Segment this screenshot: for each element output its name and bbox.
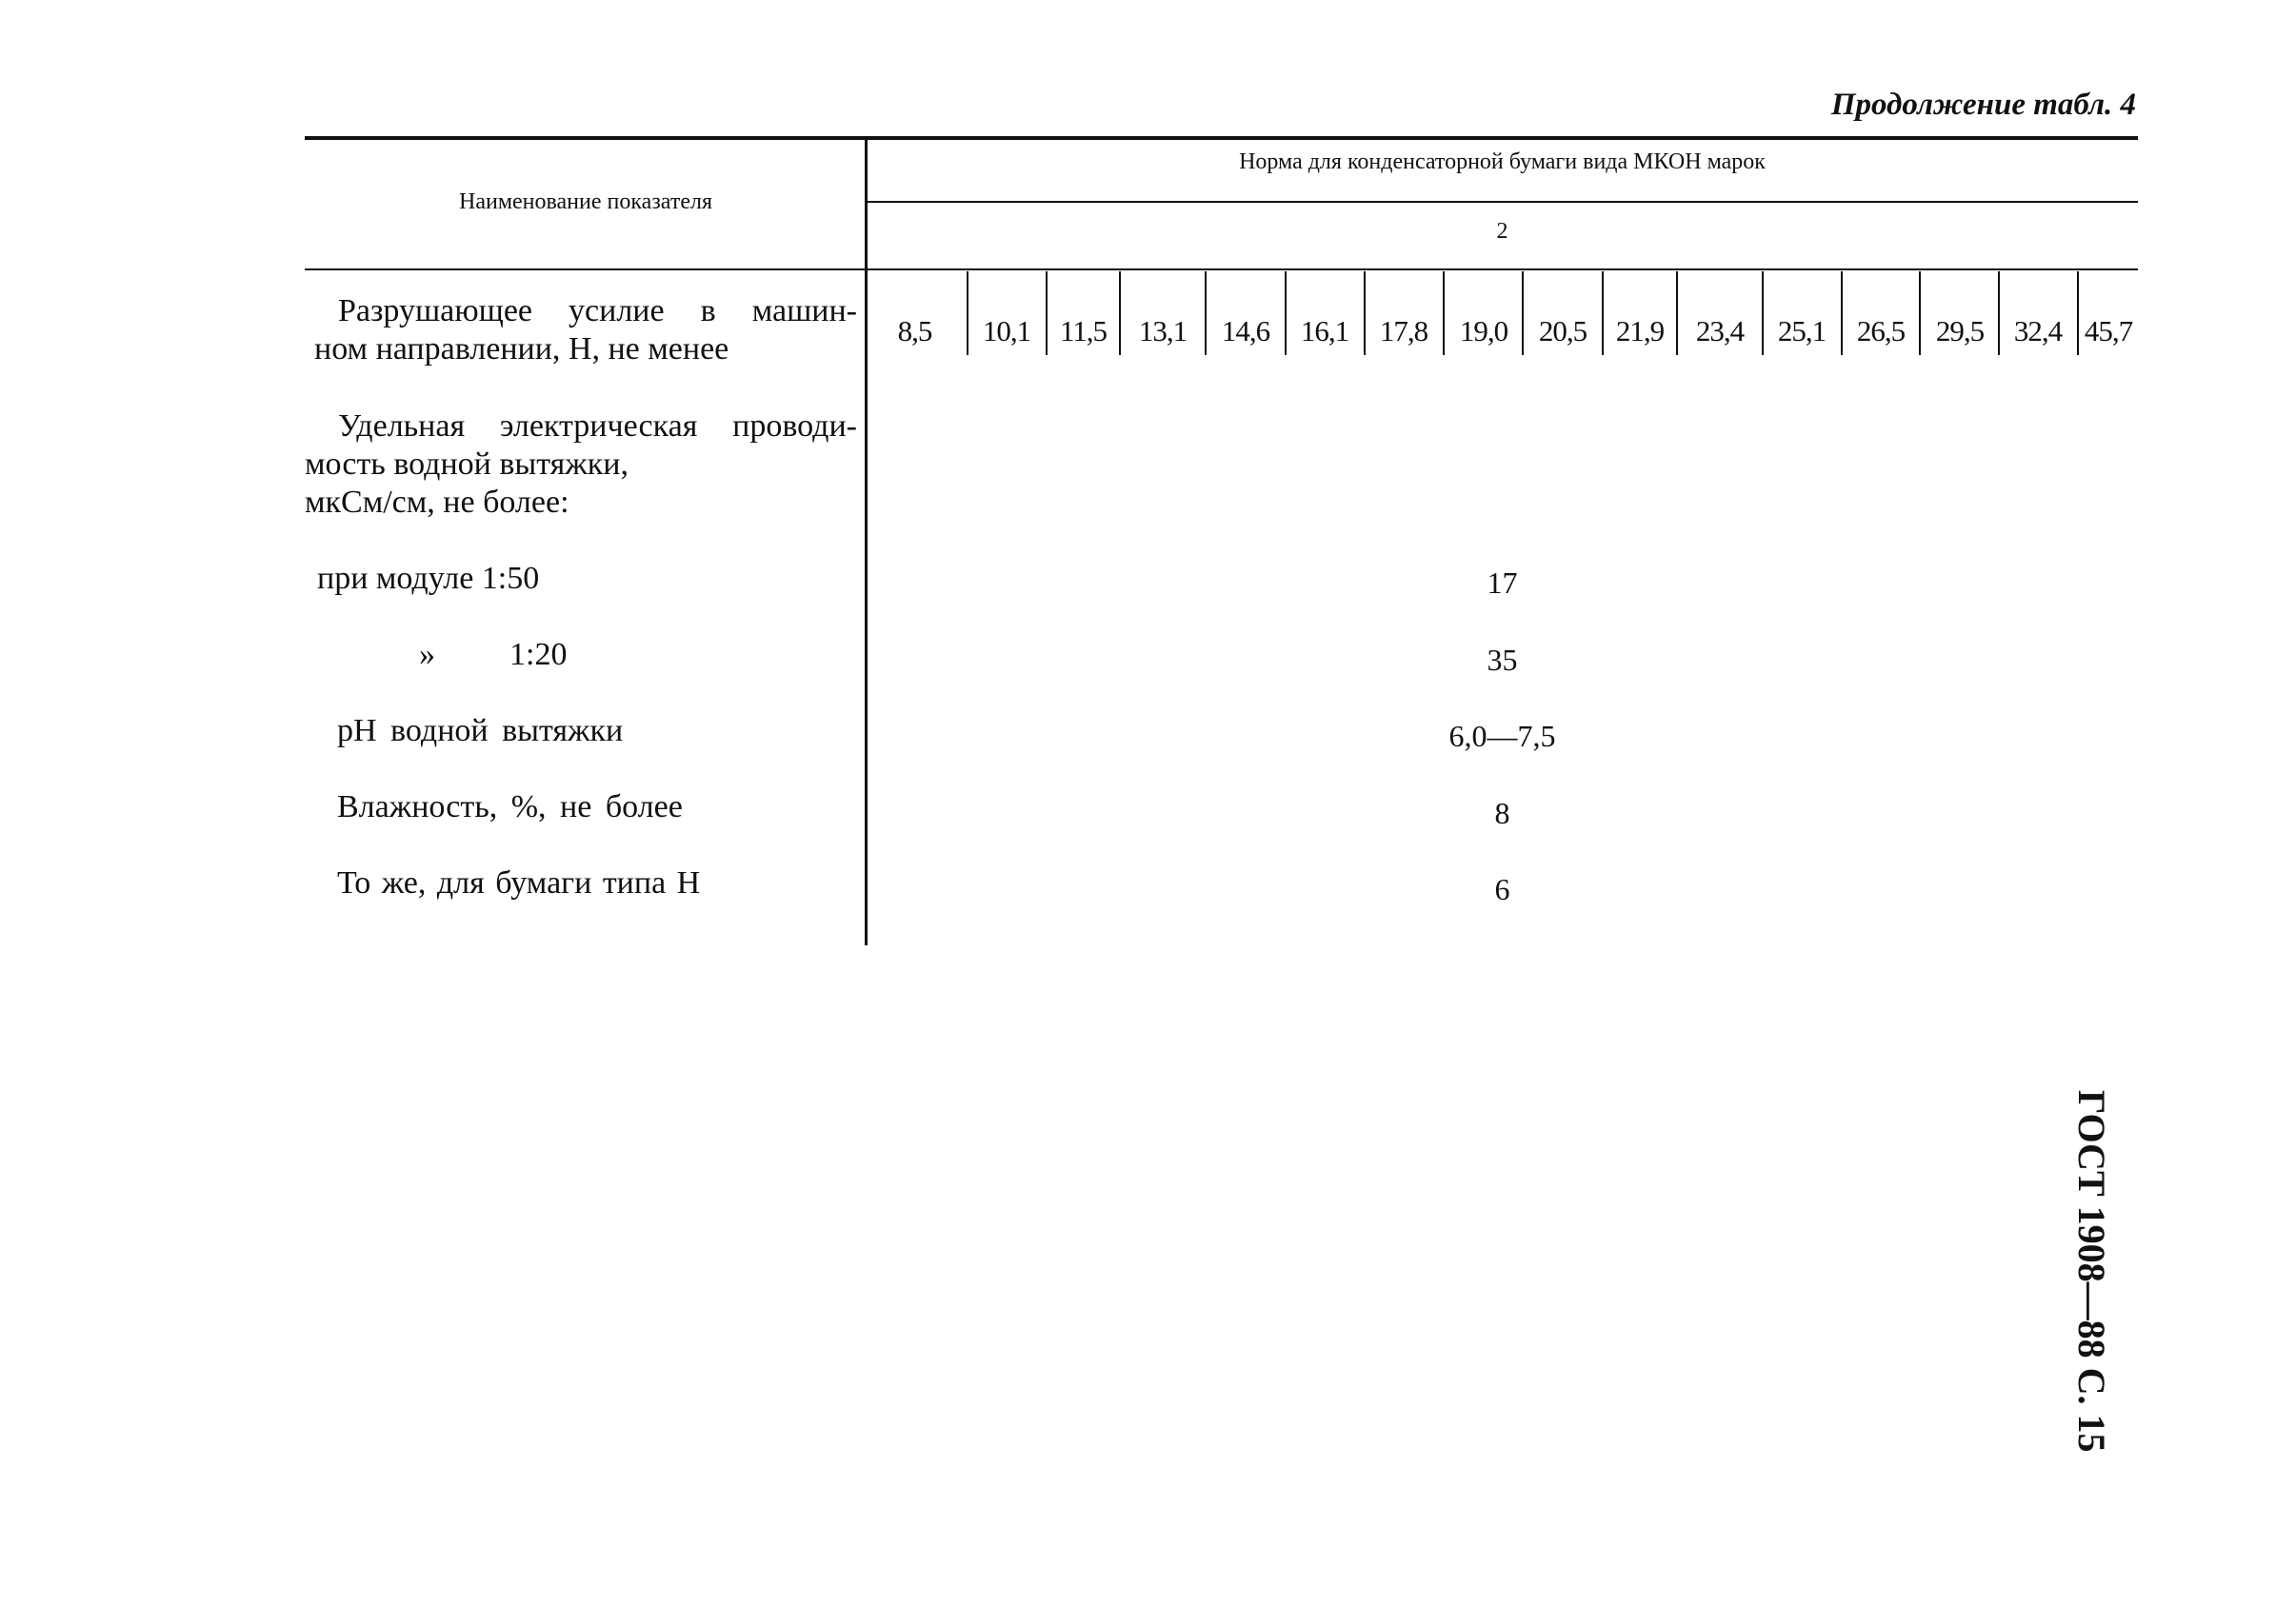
humidity-value: 8 (1494, 796, 1510, 830)
humidity-h-value: 6 (1494, 872, 1510, 906)
conductivity-label-line-2: мость водной вытяжки, (305, 446, 629, 482)
ph-value: 6,0—7,5 (1448, 719, 1556, 753)
breaking-force-label-line-1: Разрушающее усилие в машин- (338, 293, 857, 328)
table-cell-value: 29,5 (1935, 314, 1985, 347)
table-continuation-caption: Продолжение табл. 4 (1830, 88, 2136, 122)
table-cell-value: 11,5 (1059, 314, 1108, 347)
standard-page-number: ГОСТ 1908—88 С. 15 (2070, 1090, 2113, 1453)
humidity-label: Влажность, %, не более (337, 789, 683, 824)
table-cell-value: 45,7 (2084, 314, 2133, 347)
table-cell-value: 17,8 (1379, 314, 1428, 347)
header-subdivider-rule (867, 201, 2138, 203)
table-cell-value: 10,1 (982, 314, 1031, 347)
ph-label: pH водной вытяжки (337, 713, 624, 748)
breaking-force-label (314, 292, 857, 368)
module-50-label: при модуле 1:50 (317, 561, 540, 596)
table-cell-value: 19,0 (1459, 314, 1508, 347)
table-cell-value: 32,4 (2013, 314, 2063, 347)
breaking-force-label-line-2: ном направлении, Н, не менее (314, 331, 729, 367)
table-top-rule (305, 136, 2138, 140)
table-cell-value: 8,5 (897, 314, 932, 347)
indicator-column-header: Наименование показателя (459, 189, 712, 214)
conductivity-label-line-3: мкСм/см, не более: (305, 485, 569, 520)
conductivity-label (305, 407, 857, 522)
table-cell-value: 20,5 (1538, 314, 1587, 347)
conductivity-label-line-1: Удельная электрическая проводи- (338, 408, 857, 444)
table-cell-value: 21,9 (1615, 314, 1665, 347)
module-20-label: 1:20 (509, 637, 568, 672)
module-50-value: 17 (1487, 565, 1518, 600)
table-cell-value: 13,1 (1138, 314, 1188, 347)
table-cell-value: 14,6 (1221, 314, 1270, 347)
grade-header: 2 (1496, 219, 1508, 244)
header-bottom-rule (305, 268, 2138, 270)
humidity-h-label: То же, для бумаги типа Н (337, 865, 701, 901)
table-cell-value: 16,1 (1300, 314, 1349, 347)
table-cell-value: 26,5 (1856, 314, 1906, 347)
module-20-value: 35 (1487, 643, 1518, 677)
table-cell-value: 23,4 (1695, 314, 1745, 347)
norm-column-header: Норма для конденсаторной бумаги вида МКОН марок (1239, 149, 1766, 174)
table-cell-value: 25,1 (1777, 314, 1827, 347)
ditto-mark: » (419, 637, 435, 672)
